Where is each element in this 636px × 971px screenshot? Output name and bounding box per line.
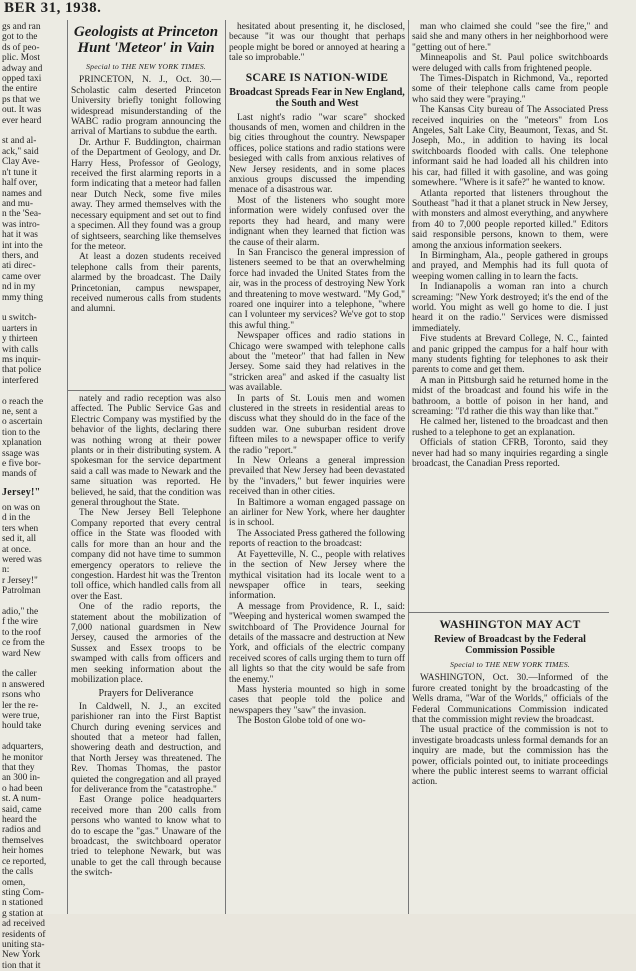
- text-fragment: adway and: [2, 63, 43, 74]
- paragraph: WASHINGTON, Oct. 30.—Informed of the furore created tonight by the broadcasting of the Wells drama, "War of the Worlds," officials of the Federal Communications Commission indicated that the commission might review the broadcast.: [412, 673, 608, 726]
- crosshead-prayers: Prayers for Deliverance: [98, 688, 194, 700]
- paragraph: The Associated Press gathered the following reports of reaction to the broadcast:: [229, 528, 405, 550]
- story-body: [229, 113, 405, 727]
- text-fragment: with calls: [2, 344, 39, 355]
- story-body: [229, 22, 405, 64]
- text-fragment: the caller: [2, 669, 37, 680]
- section-head-jersey: Jersey!": [2, 486, 41, 498]
- text-fragment: ms inquir-: [2, 355, 41, 365]
- text-fragment: xplanation: [2, 438, 42, 449]
- text-fragment: sting Com-: [2, 887, 44, 898]
- text-fragment: st. A num-: [2, 794, 41, 805]
- text-fragment: [2, 732, 66, 742]
- text-fragment: f the wire: [2, 617, 38, 628]
- paragraph: In New Orleans a general impression prevailed that New Jersey had been devastated by the "invaders," but fewer inquiries were received than in other cities.: [229, 456, 405, 498]
- text-fragment: g station at: [2, 908, 44, 919]
- text-fragment: ps that we: [2, 94, 41, 105]
- story-body: [71, 394, 221, 685]
- text-fragment: was intro-: [2, 219, 40, 230]
- headline-geologists: Geologists at Princeton Hunt 'Meteor' in Vain: [73, 24, 219, 56]
- text-fragment: were true,: [2, 711, 40, 721]
- text-fragment: gs and ran: [2, 22, 41, 32]
- paragraph: At least a dozen students received telephone calls from their parents, alarmed by the broadcast. The Daily Princetonian, campus newspaper, received numerous calls from students and alumni.: [71, 252, 221, 315]
- paragraph: man who claimed she could "see the fire," and said she and many others in her neighborhood were "getting out of here.": [412, 22, 608, 53]
- text-fragment: residents of: [2, 929, 46, 940]
- text-fragment: that police: [2, 365, 42, 376]
- text-fragment: n stationed: [2, 898, 43, 909]
- paragraph: The Times-Dispatch in Richmond, Va., reported some of their telephone calls came from people who said they were "praying.": [412, 74, 608, 105]
- paragraph: Atlanta reported that listeners throughout the Southeast "had it that a planet struck in New Jersey, with monsters and almost everything, and anywhere from 40 to 7,000 people reported killed." Editors said responsible persons, known to them, were among the anxious information seekers.: [412, 188, 608, 251]
- text-fragment: ce reported,: [2, 856, 47, 867]
- paragraph: In Indianapolis a woman ran into a church screaming: "New York destroyed; it's the end of the world. You might as well go home to die. I just heard it on the radio." Services were dismissed immediately.: [412, 282, 608, 334]
- text-fragment: ward New: [2, 648, 41, 659]
- paragraph: In parts of St. Louis men and women clustered in the streets in residential areas to discuss what they should do in the face of the sudden war. One suburban resident drove fifteen miles to a newspaper office to verify the radio "report.": [229, 393, 405, 456]
- text-fragment: rsons who: [2, 690, 41, 701]
- text-fragment: opped taxi: [2, 74, 42, 85]
- text-fragment: uniting sta-: [2, 939, 45, 950]
- text-fragment: omen,: [2, 877, 26, 888]
- text-fragment: thers, and: [2, 250, 39, 261]
- story-body: [412, 22, 608, 469]
- text-fragment: u switch-: [2, 313, 37, 324]
- column-continued: [71, 394, 221, 914]
- paragraph: One of the radio reports, the statement about the mobilization of 7,000 national guardsmen in New Jersey, caused the armories of the Sussex and Essex troops to be swamped with calls from officers and men seeking information about the mobilization place.: [71, 602, 221, 685]
- text-fragment: mands of: [2, 469, 37, 480]
- fragment-list-top: [2, 22, 66, 480]
- text-fragment: the calls: [2, 867, 33, 878]
- text-fragment: ce from the: [2, 638, 45, 649]
- column-washington: [412, 616, 608, 914]
- paragraph: At Fayetteville, N. C., people with relatives in the section of New Jersey where the mythical visitation had its locale went to a newspaper office in tears, seeking information.: [229, 549, 405, 602]
- paragraph: Most of the listeners who sought more information were widely confused over the reports they had heard, and many were indignant when they learned that fiction was the cause of their alarm.: [229, 195, 405, 248]
- story-body: [412, 673, 608, 787]
- column-geologists: [71, 22, 221, 388]
- text-fragment: o had been: [2, 783, 43, 794]
- text-fragment: ack," said: [2, 146, 39, 157]
- paragraph: The Boston Globe told of one wo-: [237, 716, 366, 727]
- text-fragment: on was on: [2, 502, 41, 513]
- text-fragment: wered was: [2, 554, 42, 565]
- paragraph: The Kansas City bureau of The Associated Press received inquiries on the "meteors" from Los Angeles, Salt Lake City, Beaumont, Texas, and St. Joseph, Mo., in addition to having its local switchboards flooded with calls. One telephone informant said he had loaded all his children into his car, had filled it with gasoline, and was going somewhere. "Where is it safe?" he wanted to know.: [412, 105, 608, 189]
- column-scare: [229, 22, 405, 914]
- paragraph: In San Francisco the general impression of listeners seemed to be that an overwhelming force had invaded the United States from the air, was in the process of destroying New York and threatening to move westward. "My God," roared one inquirer into a telephone, "where can I volunteer my services? We've got to stop this awful thing.": [229, 247, 405, 331]
- paragraph: The usual practice of the commission is not to investigate broadcasts unless formal demands for an inquiry are made, but the commission has the power, officials pointed out, to initiate proceedings where the public interest seems to warrant official action.: [412, 725, 608, 788]
- text-fragment: ne, sent a: [2, 407, 38, 418]
- story-body: [71, 702, 221, 879]
- paragraph: East Orange police headquarters received more than 200 calls from persons who wanted to know what to do to escape the "gas." Unaware of the broadcast, the switchboard operator tried to telephone Newark, but was unable to get the call through because the switch-: [71, 795, 221, 879]
- deck-washington: Review of Broadcast by the Federal Commission Possible: [434, 634, 586, 656]
- paragraph: PRINCETON, N. J., Oct. 30.—Scholastic calm deserted Princeton University briefly tonight following widespread misunderstanding of the WABC radio program announcing the arrival of Martians to subdue the earth.: [71, 75, 221, 138]
- text-fragment: an 300 in-: [2, 773, 41, 784]
- paragraph: Minneapolis and St. Paul police switchboards were deluged with calls from frightened people.: [412, 53, 608, 74]
- paragraph: In Caldwell, N. J., an excited parishioner ran into the First Baptist Church during evening services and shouted that a meteor had fallen, showering death and destruction, and that North Jersey was threatened. The Rev. Thomas Thomas, the pastor quieted the congregation and all prayed for deliverance from the "catastrophe.": [71, 701, 221, 796]
- text-fragment: nd in my: [2, 282, 36, 293]
- paragraph: The New Jersey Bell Telephone Company reported that every central office in the State was flooded with calls for more than an hour and the company did not have time to summon emergency operators to relieve the congestion. Hardest hit was the Trenton toll office, which handled calls from all over the East.: [71, 508, 221, 602]
- masthead-date: BER 31, 1938.: [4, 0, 102, 16]
- fragment-list-mid: [2, 503, 66, 971]
- text-fragment: mmy thing: [2, 292, 43, 303]
- text-fragment: adio," the: [2, 606, 39, 617]
- story-divider: [68, 390, 225, 391]
- text-fragment: [2, 386, 66, 396]
- paragraph: Mass hysteria mounted so high in some cases that people told the police and newspapers they "saw" the invasion.: [229, 684, 405, 716]
- text-fragment: he monitor: [2, 752, 43, 763]
- text-fragment: Clay Ave-: [2, 157, 40, 168]
- text-fragment: ters when: [2, 523, 39, 534]
- text-fragment: interfered: [2, 375, 39, 386]
- subhead-washington: WASHINGTON MAY ACT: [439, 619, 581, 631]
- text-fragment: o ascertain: [2, 417, 43, 428]
- text-fragment: uarters in: [2, 323, 38, 334]
- paragraph: A man in Pittsburgh said he returned home in the midst of the broadcast and found his wife in the bathroom, a bottle of poison in her hand, and screaming: "I'd rather die this way than like that.": [412, 375, 608, 418]
- text-fragment: to the roof: [2, 627, 42, 638]
- text-fragment: n:: [2, 565, 10, 576]
- paragraph: Dr. Arthur F. Buddington, chairman of the Department of Geology, and Dr. Harry Hess, Professor of Geology, received the first alarming reports in a form indicating that a meteor had fallen near Dutch Neck, some five miles away. They armed themselves with the necessary equipment and set out to find a specimen. All they found was a group of sightseers, searching like themselves for the meteor.: [71, 137, 221, 252]
- text-fragment: at once.: [2, 544, 32, 555]
- text-fragment: y thirteen: [2, 334, 38, 345]
- paragraph: Five students at Brevard College, N. C., fainted and panic gripped the campus for a half hour with many students fighting for telephones to ask their parents to come and get them.: [412, 334, 608, 376]
- column-rule: [67, 20, 68, 914]
- paragraph: Last night's radio "war scare" shocked thousands of men, women and children in the big cities throughout the country. Newspaper offices, police stations and radio stations were besieged with calls from anxious relatives of New Jersey residents, and in some places anxious groups discussed the impending menace of a disastrous war.: [229, 112, 405, 196]
- text-fragment: ati direc-: [2, 261, 36, 272]
- text-fragment: o reach the: [2, 396, 44, 407]
- column-reactions: [412, 22, 608, 610]
- text-fragment: radios and: [2, 825, 41, 836]
- text-fragment: and mu-: [2, 198, 33, 209]
- text-fragment: ever heard: [2, 115, 42, 126]
- text-fragment: that they: [2, 763, 35, 774]
- text-fragment: ds of peo-: [2, 42, 40, 53]
- text-fragment: got to the: [2, 32, 38, 43]
- text-fragment: hould take: [2, 721, 42, 732]
- text-fragment: tion that it: [2, 960, 41, 971]
- paragraph: Officials of station CFRB, Toronto, said they never had had so many inquiries regarding a single broadcast, the Canadian Press reported.: [412, 438, 608, 470]
- text-fragment: plic. Most: [2, 53, 41, 64]
- text-fragment: ler the re-: [2, 700, 39, 711]
- text-fragment: Patrolman: [2, 586, 41, 597]
- text-fragment: [2, 659, 66, 669]
- column-rule: [408, 20, 409, 914]
- paragraph: Newspaper offices and radio stations in Chicago were swamped with telephone calls about the "meteor" that had fallen in New Jersey. Some said they had relatives in the "stricken area" and asked if the casualty list was available.: [229, 331, 405, 394]
- text-fragment: [2, 303, 66, 313]
- story-divider: [409, 612, 609, 613]
- paragraph: nately and radio reception was also affected. The Public Service Gas and Electric Company was mystified by the behavior of the lights, declaring there was nothing wrong at their power plants or in their distributing system. A spokesman for the service department said a call was made to Newark and the same situation was reported. He believed, he said, that the condition was general throughout the State.: [71, 394, 221, 509]
- text-fragment: said, came: [2, 804, 42, 815]
- text-fragment: heir homes: [2, 846, 44, 857]
- column-left-fragments: [2, 22, 66, 971]
- story-body: [71, 75, 221, 314]
- text-fragment: r Jersey!": [2, 575, 38, 586]
- text-fragment: st and al-: [2, 136, 37, 147]
- text-fragment: half over,: [2, 178, 38, 189]
- text-fragment: n the 'Sea-: [2, 209, 42, 220]
- text-fragment: themselves: [2, 835, 44, 846]
- column-rule: [225, 20, 226, 914]
- text-fragment: sed it, all: [2, 534, 37, 545]
- text-fragment: d in the: [2, 513, 31, 524]
- text-fragment: hat it was: [2, 230, 38, 241]
- text-fragment: ssage was: [2, 448, 40, 459]
- text-fragment: [2, 126, 66, 136]
- text-fragment: ad received: [2, 919, 45, 930]
- byline-special: Special to THE NEW YORK TIMES.: [450, 660, 570, 669]
- text-fragment: n't tune it: [2, 167, 38, 178]
- byline-special: Special to THE NEW YORK TIMES.: [86, 62, 206, 71]
- text-fragment: e five bor-: [2, 459, 41, 470]
- text-fragment: New York: [2, 950, 41, 961]
- text-fragment: the entire: [2, 84, 38, 95]
- paragraph: He calmed her, listened to the broadcast and then rushed to a telephone to get an explanation.: [412, 417, 608, 438]
- text-fragment: int into the: [2, 240, 43, 251]
- text-fragment: [2, 597, 66, 607]
- paragraph: A message from Providence, R. I., said: "Weeping and hysterical women swamped the switchboard of The Providence Journal for details of the massacre and destruction at New York, and officials of the electric company received scores of calls urging them to turn off all lights so that the city would be safe from the enemy.": [229, 601, 405, 685]
- text-fragment: n answered: [2, 679, 45, 690]
- text-fragment: adquarters,: [2, 742, 44, 753]
- text-fragment: came over: [2, 271, 41, 282]
- deck-scare: Broadcast Spreads Fear in New England, the South and West: [229, 86, 405, 109]
- text-fragment: names and: [2, 188, 42, 199]
- subhead-scare: SCARE IS NATION-WIDE: [245, 71, 389, 84]
- text-fragment: out. It was: [2, 105, 42, 116]
- paragraph: In Birmingham, Ala., people gathered in groups and prayed, and Memphis had its full quota of weeping women calling in to learn the facts.: [412, 250, 608, 282]
- text-fragment: tion to the: [2, 427, 41, 438]
- paragraph: hesitated about presenting it, he disclosed, because "it was our thought that perhaps people might be bored or annoyed at hearing a tale so improbable.": [229, 22, 405, 64]
- paragraph: In Baltimore a woman engaged passage on an airliner for New York, where her daughter is in school.: [229, 497, 405, 529]
- text-fragment: heard the: [2, 815, 37, 826]
